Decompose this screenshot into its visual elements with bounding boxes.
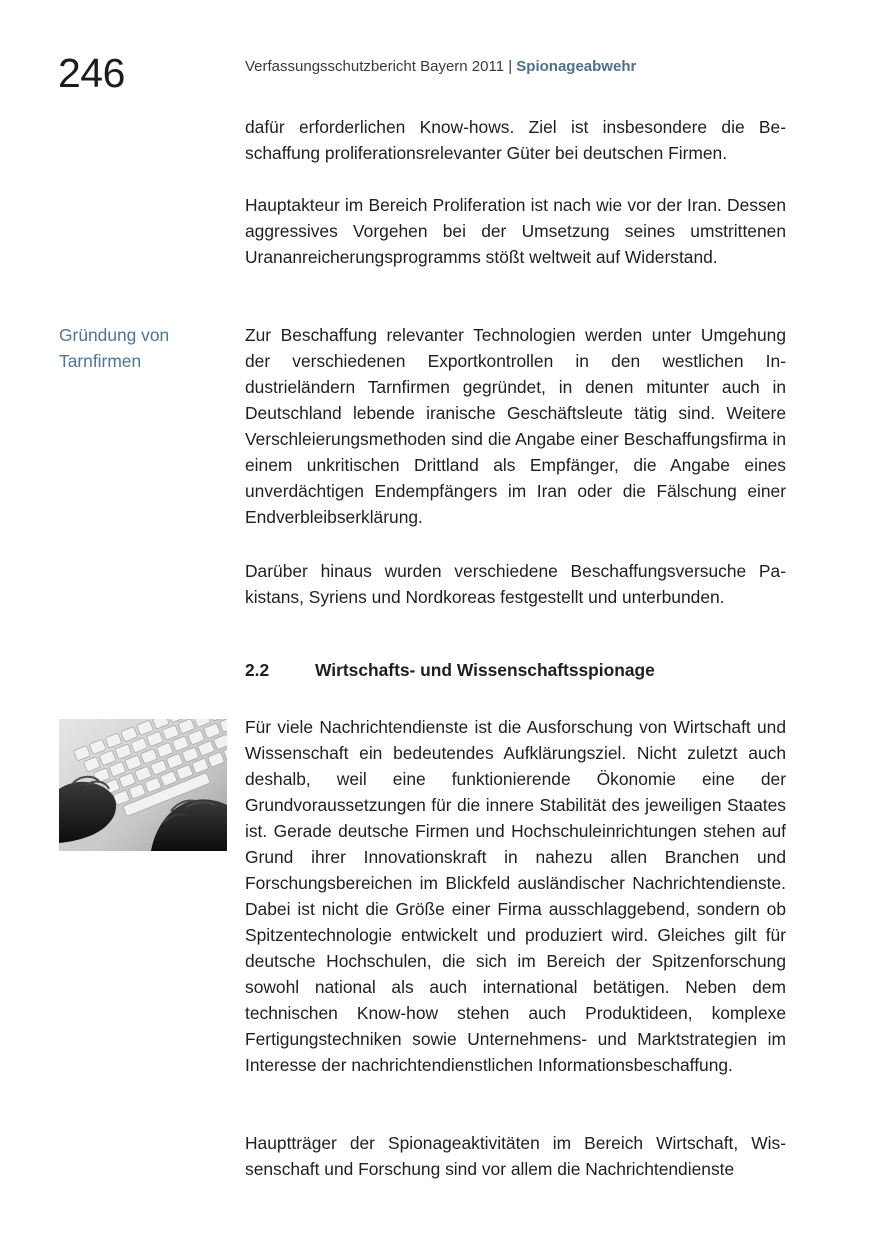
keyboard-gloved-hands-photo <box>59 719 227 851</box>
page-number: 246 <box>58 50 125 96</box>
section-heading-number: 2.2 <box>245 660 270 680</box>
paragraph-haupttraeger: Hauptträger der Spionageaktivitäten im Bereich Wirtschaft, Wissenschaft und Forschung sind vor allem die Nachrichtendienste <box>245 1133 786 1179</box>
keyboard-photo-illustration <box>59 719 227 851</box>
paragraph-know-how: dafür erforderlichen Know-hows. Ziel ist insbesondere die Beschaffung proliferationsrelevanter Güter bei deutschen Firmen. <box>245 117 786 163</box>
section-heading-title: Wirtschafts- und Wissenschaftsspionage <box>315 660 655 680</box>
running-head-separator: | <box>508 58 513 75</box>
margin-note: Gründung von Tarnfirmen <box>59 325 170 371</box>
paragraph-wirtschaftsspionage: Für viele Nachrichtendienste ist die Ausforschung von Wirtschaft und Wissenschaft ein bedeutendes Aufklärungsziel. Nicht zuletzt auch deshalb, weil eine funktionierende Ökonomie eine der Grundvoraussetzungen für die innere Stabilität des jeweiligen Staates ist. Gerade deutsche Firmen und Hochschuleinrichtungen stehen auf Grund ihrer Innovationskraft in nahezu allen Branchen und Forschungsbereichen im Blickfeld ausländischer Nachrichtendienste. Dabei ist nicht die Größe einer Firma ausschlaggebend, sondern ob Spitzentechnologie entwickelt und produziert wird. Gleiches gilt für deutsche Hochschulen, die sich im Bereich der Spitzenforschung sowohl national als auch international betätigen. Neben dem technischen Know-how stehen auch Produktideen, komplexe Fertigungstechniken sowie Unternehmens- und Marktstrategien im Interesse der nachrichtendienstlichen Informationsbeschaffung. <box>245 717 786 1075</box>
section-title: Spionageabwehr <box>516 58 637 75</box>
paragraph-tarnfirmen: Zur Beschaffung relevanter Technologien werden unter Umgehung der verschiedenen Exportkontrollen in den westlichen Industrieländern Tarnfirmen gegründet, in denen mitunter auch in Deutschland lebende iranische Geschäftsleute tätig sind. Weitere Verschleierungsmethoden sind die Angabe einer Beschaffungsfirma in einem unkritischen Drittland als Empfänger, die Angabe eines unverdächtigen Endempfängers im Iran oder die Fälschung einer Endverbleibserklärung. <box>245 325 786 527</box>
paragraph-beschaffungsversuche: Darüber hinaus wurden verschiedene Beschaffungsversuche Pakistans, Syriens und Nordkoreas festgestellt und unterbunden. <box>245 561 786 607</box>
section-heading <box>245 660 655 681</box>
report-title: Verfassungsschutzbericht Bayern 2011 <box>245 58 505 75</box>
paragraph-iran: Hauptakteur im Bereich Proliferation ist nach wie vor der Iran. Dessen aggressives Vorgehen bei der Umsetzung seines umstrittenen Urananreicherungsprogramms stößt weltweit auf Widerstand. <box>245 195 786 267</box>
running-head <box>245 58 636 75</box>
